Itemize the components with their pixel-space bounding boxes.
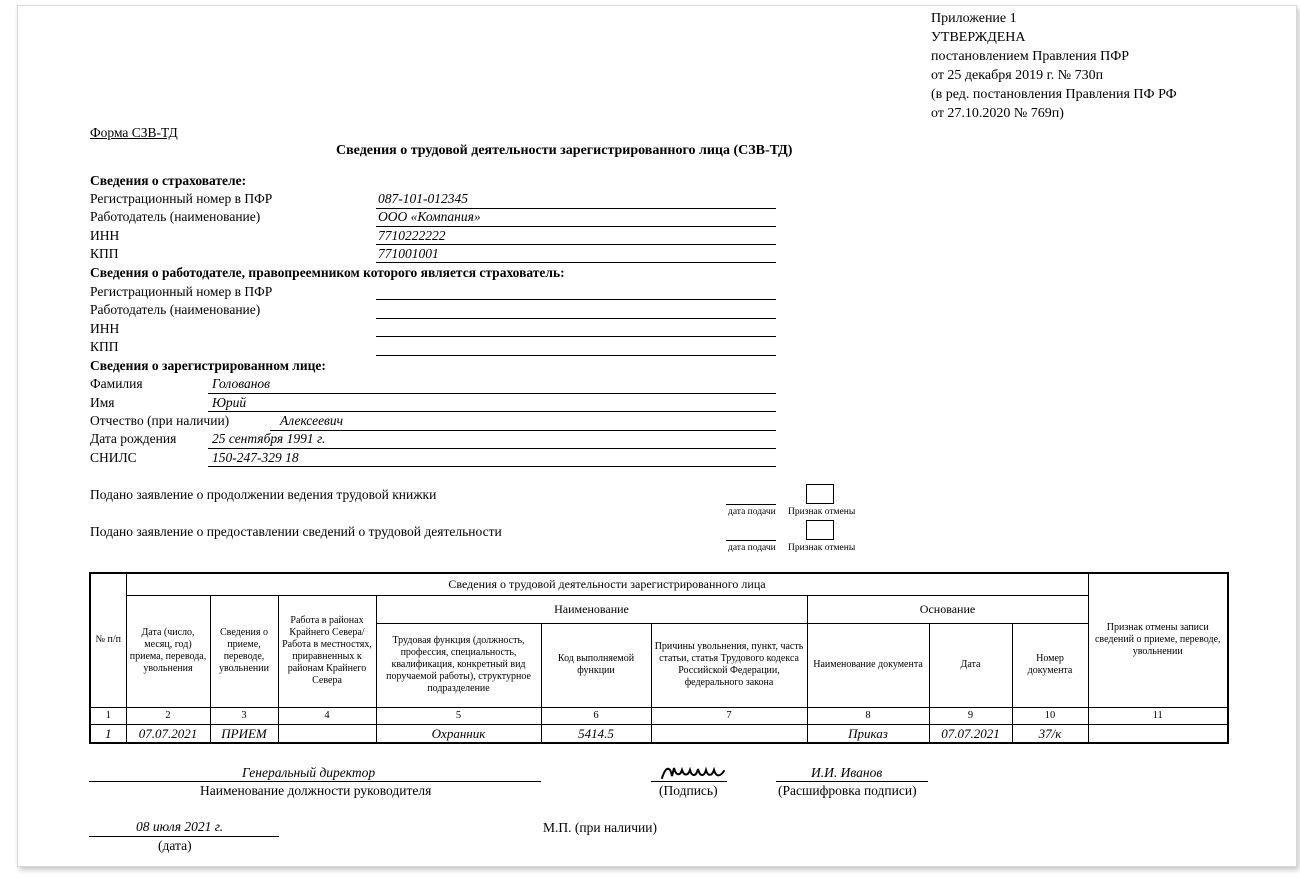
signature-scribble-icon <box>660 762 728 782</box>
cell-doc-date: 07.07.2021 <box>929 724 1012 743</box>
cell-reason <box>651 724 807 743</box>
cancel-checkbox[interactable] <box>806 520 834 540</box>
date-underline <box>726 504 776 505</box>
field-label: Работодатель (наименование) <box>90 209 261 224</box>
cancel-caption: Признак отмены <box>788 507 856 517</box>
column-number: 10 <box>1012 707 1088 724</box>
approval-line: постановлением Правления ПФР <box>931 49 1130 64</box>
column-number: 9 <box>929 707 1012 724</box>
column-number: 8 <box>807 707 929 724</box>
birth-value: 25 сентября 1991 г. <box>212 431 326 446</box>
approval-line: от 25 декабря 2019 г. № 730п <box>931 68 1104 83</box>
cancel-checkbox[interactable] <box>806 484 834 504</box>
cell-code: 5414.5 <box>541 724 651 743</box>
person-heading: Сведения о зарегистрированном лице: <box>90 358 326 373</box>
column-number: 6 <box>541 707 651 724</box>
insurer-reg-value: 087-101-012345 <box>378 191 468 206</box>
column-number: 7 <box>651 707 807 724</box>
header-code: Код выполняемой функции <box>541 623 651 707</box>
date-value: 08 июля 2021 г. <box>136 819 224 834</box>
decode-value: И.И. Иванов <box>811 765 883 780</box>
patronymic-value: Алексеевич <box>280 413 344 428</box>
insurer-heading: Сведения о страхователе: <box>90 173 247 188</box>
field-label: Отчество (при наличии) <box>90 413 230 428</box>
cell-cancel <box>1088 724 1228 743</box>
position-caption: Наименование должности руководителя <box>200 783 432 798</box>
stamp-caption: М.П. (при наличии) <box>543 820 657 835</box>
field-label: КПП <box>90 339 119 354</box>
field-underline <box>208 448 776 449</box>
field-underline <box>376 336 776 337</box>
column-number: 2 <box>126 707 210 724</box>
field-label: КПП <box>90 246 119 261</box>
column-number: 3 <box>210 707 278 724</box>
date-caption: дата подачи <box>728 507 776 517</box>
field-underline <box>376 355 776 356</box>
header-num: № п/п <box>90 573 126 707</box>
header-function: Трудовая функция (должность, профессия, специальность, квалификация, конкретный вид поручаемой работы), структурное подразделение <box>376 623 541 707</box>
field-label: Регистрационный номер в ПФР <box>90 284 273 299</box>
date-underline <box>726 540 776 541</box>
column-number: 11 <box>1088 707 1228 724</box>
name-value: Юрий <box>212 395 247 410</box>
header-doc-num: Номер документа <box>1012 623 1088 707</box>
field-label: Имя <box>90 395 115 410</box>
field-underline <box>376 226 776 227</box>
field-label: Регистрационный номер в ПФР <box>90 191 273 206</box>
insurer-kpp-value: 771001001 <box>378 246 439 261</box>
approval-line: (в ред. постановления Правления ПФ РФ <box>931 87 1177 102</box>
column-number: 5 <box>376 707 541 724</box>
cell-info: ПРИЕМ <box>210 724 278 743</box>
position-value: Генеральный директор <box>242 765 376 780</box>
header-group-name: Наименование <box>376 595 807 623</box>
cell-doc-num: 37/к <box>1012 724 1088 743</box>
header-doc-date: Дата <box>929 623 1012 707</box>
header-date: Дата (число, месяц, год) приема, перевода, увольнения <box>126 595 210 707</box>
cell-function: Охранник <box>376 724 541 743</box>
form-label: Форма СЗВ-ТД <box>90 125 178 140</box>
field-underline <box>376 299 776 300</box>
application-continue-book: Подано заявление о продолжении ведения трудовой книжки <box>90 487 437 502</box>
field-label: Фамилия <box>90 376 143 391</box>
header-north: Работа в районах Крайнего Севера/Работа в местностях, приравненных к районам Крайнего Севера <box>278 595 376 707</box>
column-number: 4 <box>278 707 376 724</box>
field-underline <box>208 466 776 467</box>
cell-north <box>278 724 376 743</box>
decode-caption: (Расшифровка подписи) <box>778 783 917 798</box>
column-numbers-row <box>90 707 1228 724</box>
field-label: Работодатель (наименование) <box>90 302 261 317</box>
approval-line: от 27.10.2020 № 769п) <box>931 106 1064 121</box>
insurer-name-value: ООО «Компания» <box>378 209 481 224</box>
predecessor-heading: Сведения о работодателе, правопреемником которого является страхователь: <box>90 265 565 280</box>
approval-line: УТВЕРЖДЕНА <box>931 30 1026 45</box>
field-underline <box>270 430 776 431</box>
header-cancel: Признак отмены записи сведений о приеме, переводе, увольнении <box>1088 573 1228 707</box>
cell-date: 07.07.2021 <box>126 724 210 743</box>
activity-table <box>89 572 1229 744</box>
application-provide-info: Подано заявление о предоставлении сведений о трудовой деятельности <box>90 524 502 539</box>
date-caption: (дата) <box>158 838 192 853</box>
insurer-inn-value: 7710222222 <box>378 228 446 243</box>
surname-value: Голованов <box>212 376 271 391</box>
field-underline <box>376 244 776 245</box>
page-title: Сведения о трудовой деятельности зарегистрированного лица (СЗВ-ТД) <box>336 143 793 158</box>
field-label: Дата рождения <box>90 431 177 446</box>
signature-caption: (Подпись) <box>659 783 718 798</box>
header-reason: Причины увольнения, пункт, часть статьи, статья Трудового кодекса Российской Федерации, федерального закона <box>651 623 807 707</box>
field-label: ИНН <box>90 321 120 336</box>
field-underline <box>208 393 776 394</box>
header-doc-name: Наименование документа <box>807 623 929 707</box>
date-caption: дата подачи <box>728 543 776 553</box>
table-row <box>90 724 1228 743</box>
snils-value: 150-247-329 18 <box>212 450 299 465</box>
field-underline <box>208 411 776 412</box>
approval-line: Приложение 1 <box>931 11 1017 26</box>
cell-num: 1 <box>90 724 126 743</box>
field-label: ИНН <box>90 228 120 243</box>
field-underline <box>376 318 776 319</box>
field-underline <box>376 262 776 263</box>
cell-doc-name: Приказ <box>807 724 929 743</box>
field-label: СНИЛС <box>90 450 137 465</box>
header-group-basis: Основание <box>807 595 1088 623</box>
header-group-title: Сведения о трудовой деятельности зарегистрированного лица <box>126 573 1088 595</box>
cancel-caption: Признак отмены <box>788 543 856 553</box>
header-info: Сведения о приеме, переводе, увольнении <box>210 595 278 707</box>
column-number: 1 <box>90 707 126 724</box>
